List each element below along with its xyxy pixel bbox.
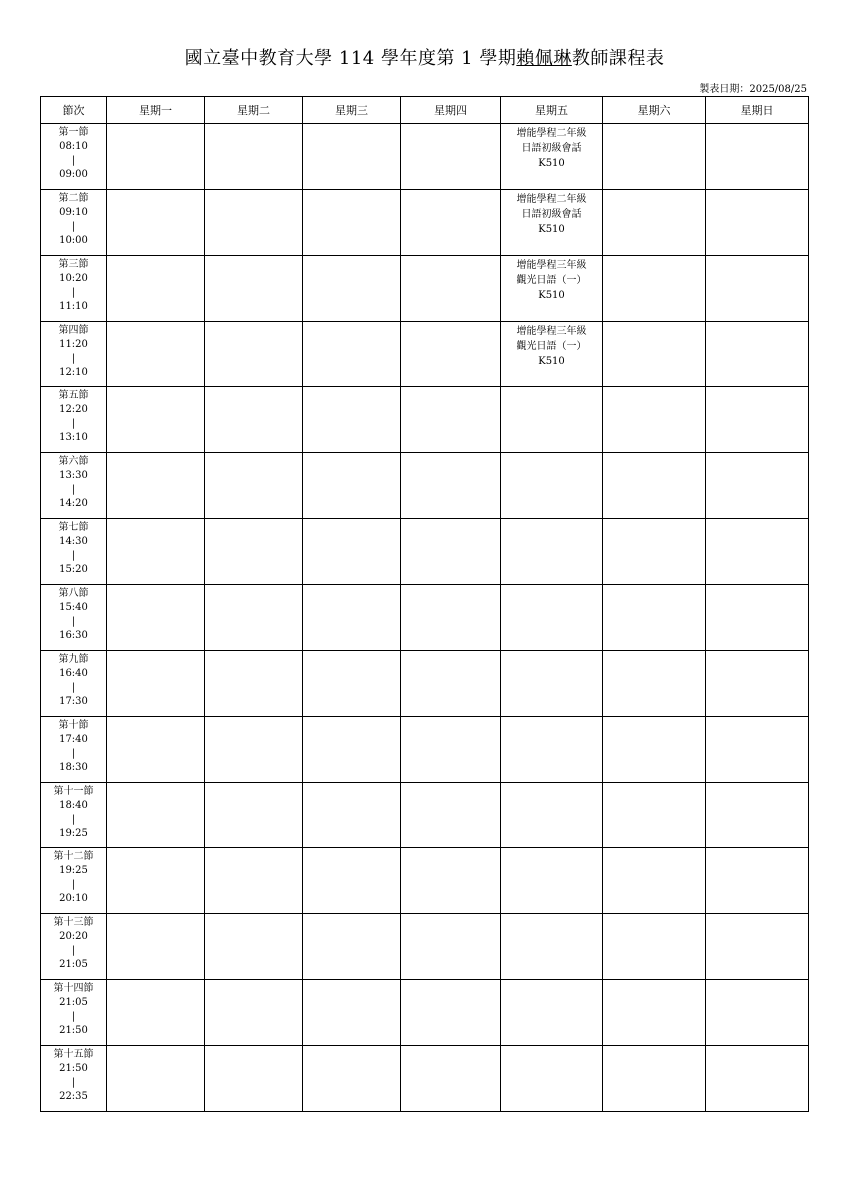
schedule-cell bbox=[303, 453, 401, 519]
period-row bbox=[41, 914, 809, 980]
schedule-cell bbox=[107, 519, 205, 585]
period-start-time: 18:40 bbox=[59, 799, 88, 811]
period-cell bbox=[41, 189, 107, 255]
time-separator: | bbox=[71, 747, 76, 759]
class-program: 增能學程三年級 bbox=[516, 325, 587, 337]
schedule-cell bbox=[401, 387, 501, 453]
schedule-cell bbox=[205, 650, 303, 716]
schedule-cell bbox=[706, 387, 809, 453]
schedule-cell bbox=[303, 650, 401, 716]
period-cell bbox=[41, 519, 107, 585]
schedule-cell bbox=[706, 782, 809, 848]
time-separator: | bbox=[71, 484, 76, 496]
period-name: 第一節 bbox=[58, 127, 89, 138]
title-prefix: 國立臺中教育大學 114 學年度第 1 學期 bbox=[184, 48, 517, 69]
period-end-time: 11:10 bbox=[59, 300, 88, 312]
period-name: 第十一節 bbox=[53, 785, 94, 797]
schedule-cell bbox=[501, 980, 603, 1046]
schedule-cell bbox=[303, 519, 401, 585]
schedule-cell bbox=[401, 980, 501, 1046]
period-start-time: 09:10 bbox=[59, 206, 88, 218]
schedule-cell bbox=[401, 321, 501, 387]
schedule-cell bbox=[603, 321, 706, 387]
period-start-time: 19:25 bbox=[59, 865, 88, 877]
period-end-time: 12:10 bbox=[59, 366, 88, 378]
period-cell bbox=[41, 716, 107, 782]
schedule-cell bbox=[603, 980, 706, 1046]
period-start-time: 14:30 bbox=[59, 536, 88, 548]
time-separator: | bbox=[71, 220, 76, 232]
period-name: 第十二節 bbox=[53, 851, 94, 863]
schedule-cell bbox=[501, 1046, 603, 1112]
period-end-time: 15:20 bbox=[59, 564, 88, 576]
schedule-cell bbox=[401, 189, 501, 255]
period-name: 第四節 bbox=[58, 324, 89, 336]
class-room: K510 bbox=[538, 355, 565, 367]
schedule-cell bbox=[303, 189, 401, 255]
schedule-table bbox=[40, 96, 809, 1112]
period-cell bbox=[41, 255, 107, 321]
class-cell bbox=[501, 189, 603, 255]
period-start-time: 21:50 bbox=[59, 1063, 88, 1075]
period-name: 第八節 bbox=[58, 588, 89, 600]
time-separator: | bbox=[71, 286, 76, 298]
time-separator: | bbox=[71, 1077, 76, 1089]
period-name: 第六節 bbox=[58, 456, 89, 468]
period-start-time: 20:20 bbox=[59, 931, 88, 943]
schedule-cell bbox=[303, 321, 401, 387]
time-separator: | bbox=[71, 681, 76, 693]
schedule-cell bbox=[401, 255, 501, 321]
header-row bbox=[41, 97, 809, 124]
period-cell bbox=[41, 782, 107, 848]
period-name: 第十五節 bbox=[53, 1049, 94, 1061]
schedule-cell bbox=[205, 848, 303, 914]
period-cell bbox=[41, 848, 107, 914]
schedule-cell bbox=[303, 124, 401, 190]
schedule-cell bbox=[603, 1046, 706, 1112]
period-row bbox=[41, 848, 809, 914]
schedule-cell bbox=[603, 189, 706, 255]
schedule-cell bbox=[706, 1046, 809, 1112]
period-start-time: 11:20 bbox=[59, 338, 88, 350]
class-program: 增能學程二年級 bbox=[516, 193, 587, 205]
time-separator: | bbox=[71, 1011, 76, 1023]
period-name: 第九節 bbox=[58, 653, 89, 665]
schedule-cell bbox=[603, 585, 706, 651]
schedule-cell bbox=[603, 716, 706, 782]
schedule-cell bbox=[706, 453, 809, 519]
schedule-cell bbox=[603, 650, 706, 716]
schedule-cell bbox=[501, 848, 603, 914]
period-start-time: 17:40 bbox=[59, 733, 88, 745]
period-row bbox=[41, 980, 809, 1046]
class-cell bbox=[501, 321, 603, 387]
time-separator: | bbox=[71, 945, 76, 957]
schedule-cell bbox=[303, 782, 401, 848]
schedule-cell bbox=[107, 189, 205, 255]
schedule-cell bbox=[303, 914, 401, 980]
period-row bbox=[41, 189, 809, 255]
schedule-cell bbox=[401, 716, 501, 782]
period-row bbox=[41, 321, 809, 387]
schedule-cell bbox=[706, 716, 809, 782]
period-cell bbox=[41, 124, 107, 190]
schedule-cell bbox=[706, 189, 809, 255]
class-cell bbox=[501, 255, 603, 321]
schedule-cell bbox=[401, 650, 501, 716]
schedule-cell bbox=[603, 255, 706, 321]
time-separator: | bbox=[71, 550, 76, 562]
schedule-cell bbox=[401, 1046, 501, 1112]
period-cell bbox=[41, 321, 107, 387]
schedule-cell bbox=[205, 189, 303, 255]
schedule-cell bbox=[205, 124, 303, 190]
schedule-cell bbox=[205, 716, 303, 782]
title-suffix: 教師課程表 bbox=[571, 48, 665, 69]
period-end-time: 10:00 bbox=[59, 234, 88, 246]
schedule-cell bbox=[603, 848, 706, 914]
period-end-time: 21:05 bbox=[59, 959, 88, 971]
schedule-cell bbox=[603, 124, 706, 190]
period-end-time: 19:25 bbox=[59, 827, 88, 839]
schedule-cell bbox=[401, 124, 501, 190]
period-cell bbox=[41, 453, 107, 519]
column-header-period: 節次 bbox=[41, 97, 107, 124]
schedule-cell bbox=[107, 1046, 205, 1112]
period-cell bbox=[41, 980, 107, 1046]
column-header-day: 星期六 bbox=[603, 97, 706, 124]
schedule-cell bbox=[603, 519, 706, 585]
period-cell bbox=[41, 1046, 107, 1112]
time-separator: | bbox=[71, 616, 76, 628]
class-course: 觀光日語（一） bbox=[516, 274, 587, 286]
period-row bbox=[41, 124, 809, 190]
column-header-day: 星期五 bbox=[501, 97, 603, 124]
period-cell bbox=[41, 387, 107, 453]
period-start-time: 15:40 bbox=[59, 602, 88, 614]
schedule-cell bbox=[107, 321, 205, 387]
schedule-cell bbox=[107, 782, 205, 848]
schedule-cell bbox=[501, 782, 603, 848]
schedule-cell bbox=[205, 321, 303, 387]
schedule-cell bbox=[501, 650, 603, 716]
period-row bbox=[41, 453, 809, 519]
class-course: 觀光日語（一） bbox=[516, 340, 587, 352]
period-row bbox=[41, 782, 809, 848]
schedule-cell bbox=[205, 255, 303, 321]
period-end-time: 22:35 bbox=[59, 1091, 88, 1103]
schedule-cell bbox=[501, 519, 603, 585]
schedule-cell bbox=[706, 321, 809, 387]
period-end-time: 13:10 bbox=[59, 432, 88, 444]
schedule-cell bbox=[107, 255, 205, 321]
period-cell bbox=[41, 914, 107, 980]
schedule-cell bbox=[107, 980, 205, 1046]
schedule-cell bbox=[501, 585, 603, 651]
time-separator: | bbox=[71, 813, 76, 825]
class-course: 日語初級會話 bbox=[521, 143, 582, 154]
period-start-time: 16:40 bbox=[59, 667, 88, 679]
schedule-cell bbox=[303, 980, 401, 1046]
period-start-time: 21:05 bbox=[59, 997, 88, 1009]
class-program: 增能學程三年級 bbox=[516, 259, 587, 271]
schedule-cell bbox=[706, 848, 809, 914]
period-end-time: 18:30 bbox=[59, 761, 88, 773]
period-row bbox=[41, 716, 809, 782]
schedule-cell bbox=[107, 650, 205, 716]
schedule-cell bbox=[401, 782, 501, 848]
schedule-cell bbox=[706, 914, 809, 980]
schedule-cell bbox=[706, 255, 809, 321]
period-start-time: 10:20 bbox=[59, 272, 88, 284]
schedule-cell bbox=[401, 914, 501, 980]
schedule-cell bbox=[401, 453, 501, 519]
schedule-cell bbox=[303, 585, 401, 651]
schedule-cell bbox=[107, 453, 205, 519]
schedule-cell bbox=[205, 1046, 303, 1112]
period-name: 第十四節 bbox=[53, 983, 94, 995]
column-header-day: 星期一 bbox=[107, 97, 205, 124]
period-start-time: 12:20 bbox=[59, 404, 88, 416]
period-end-time: 21:50 bbox=[59, 1025, 88, 1037]
schedule-cell bbox=[107, 914, 205, 980]
schedule-cell bbox=[706, 519, 809, 585]
schedule-cell bbox=[401, 585, 501, 651]
period-name: 第五節 bbox=[58, 390, 89, 402]
period-start-time: 13:30 bbox=[59, 470, 88, 482]
time-separator: | bbox=[71, 879, 76, 891]
period-end-time: 17:30 bbox=[59, 695, 88, 707]
period-cell bbox=[41, 585, 107, 651]
schedule-cell bbox=[401, 519, 501, 585]
schedule-cell bbox=[107, 848, 205, 914]
schedule-cell bbox=[205, 980, 303, 1046]
class-room: K510 bbox=[538, 158, 565, 169]
time-separator: | bbox=[71, 352, 76, 364]
schedule-cell bbox=[706, 650, 809, 716]
schedule-cell bbox=[205, 453, 303, 519]
period-end-time: 14:20 bbox=[59, 498, 88, 510]
period-cell bbox=[41, 650, 107, 716]
period-name: 第三節 bbox=[58, 258, 89, 270]
column-header-day: 星期三 bbox=[303, 97, 401, 124]
period-row bbox=[41, 387, 809, 453]
period-end-time: 16:30 bbox=[59, 630, 88, 642]
schedule-cell bbox=[603, 387, 706, 453]
schedule-cell bbox=[303, 387, 401, 453]
schedule-cell bbox=[706, 980, 809, 1046]
period-name: 第二節 bbox=[58, 192, 89, 204]
schedule-cell bbox=[401, 848, 501, 914]
page-title bbox=[0, 44, 849, 70]
schedule-cell bbox=[303, 255, 401, 321]
schedule-cell bbox=[303, 1046, 401, 1112]
period-end-time: 20:10 bbox=[59, 893, 88, 905]
schedule-cell bbox=[205, 387, 303, 453]
schedule-cell bbox=[501, 453, 603, 519]
schedule-cell bbox=[603, 453, 706, 519]
schedule-cell bbox=[107, 716, 205, 782]
schedule-cell bbox=[205, 585, 303, 651]
schedule-cell bbox=[205, 914, 303, 980]
class-course: 日語初級會話 bbox=[521, 208, 582, 220]
class-program: 增能學程二年級 bbox=[516, 128, 587, 139]
period-name: 第十三節 bbox=[53, 917, 94, 929]
schedule-cell bbox=[501, 914, 603, 980]
period-name: 第七節 bbox=[58, 522, 89, 534]
period-row bbox=[41, 585, 809, 651]
schedule-cell bbox=[501, 387, 603, 453]
time-separator: | bbox=[71, 155, 76, 166]
period-row bbox=[41, 255, 809, 321]
class-room: K510 bbox=[538, 223, 565, 235]
schedule-cell bbox=[107, 387, 205, 453]
period-row bbox=[41, 519, 809, 585]
schedule-cell bbox=[303, 716, 401, 782]
time-separator: | bbox=[71, 418, 76, 430]
period-start-time: 08:10 bbox=[59, 141, 88, 152]
schedule-cell bbox=[501, 716, 603, 782]
schedule-cell bbox=[107, 585, 205, 651]
schedule-cell bbox=[205, 519, 303, 585]
teacher-name: 賴佩琳 bbox=[516, 48, 572, 69]
period-row bbox=[41, 1046, 809, 1112]
schedule-cell bbox=[107, 124, 205, 190]
schedule-cell bbox=[205, 782, 303, 848]
column-header-day: 星期日 bbox=[706, 97, 809, 124]
schedule-cell bbox=[706, 124, 809, 190]
report-date: 製表日期：2025/08/25 bbox=[699, 84, 807, 95]
class-room: K510 bbox=[538, 289, 565, 301]
schedule-cell bbox=[603, 782, 706, 848]
column-header-day: 星期四 bbox=[401, 97, 501, 124]
column-header-day: 星期二 bbox=[205, 97, 303, 124]
period-end-time: 09:00 bbox=[59, 169, 88, 180]
schedule-cell bbox=[303, 848, 401, 914]
schedule-cell bbox=[706, 585, 809, 651]
class-cell bbox=[501, 124, 603, 190]
period-name: 第十節 bbox=[58, 719, 89, 731]
period-row bbox=[41, 650, 809, 716]
schedule-cell bbox=[603, 914, 706, 980]
